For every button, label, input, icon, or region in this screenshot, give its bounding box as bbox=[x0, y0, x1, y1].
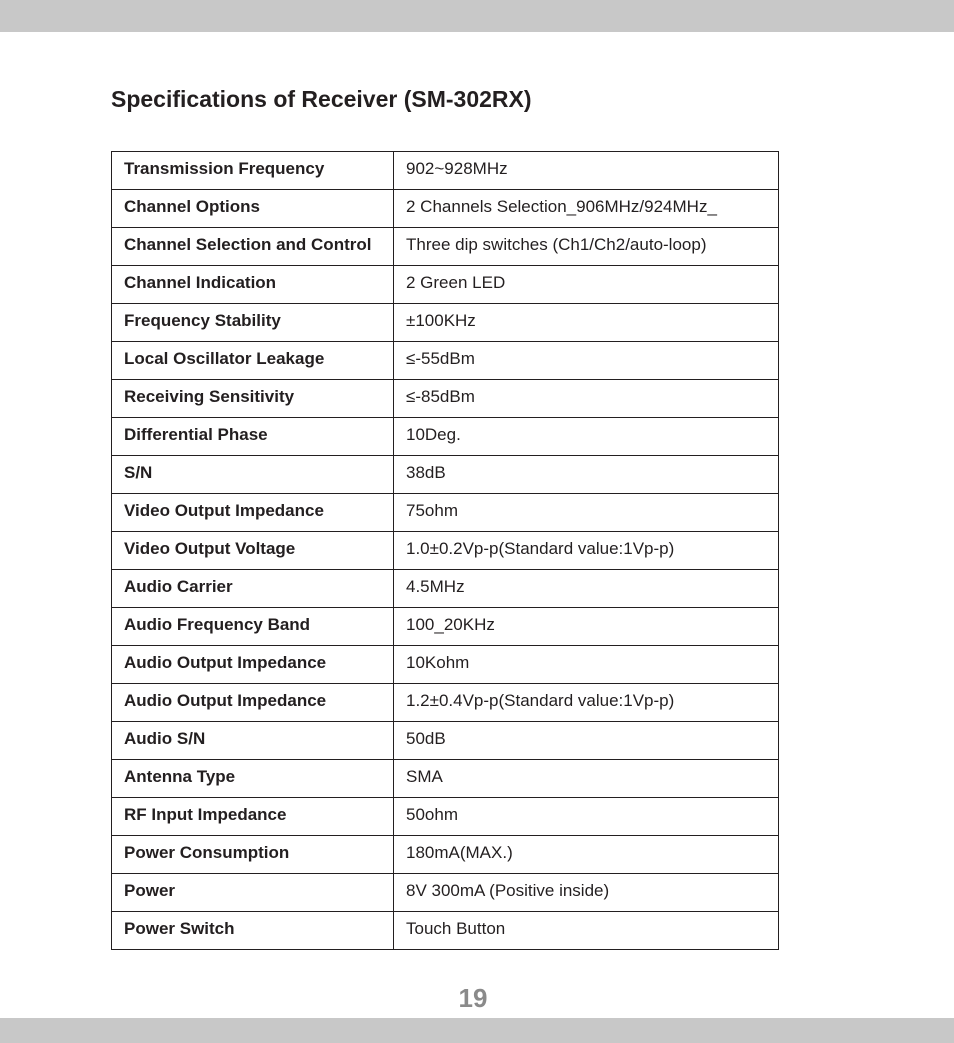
table-row bbox=[112, 228, 779, 266]
table-row bbox=[112, 646, 779, 684]
table-row bbox=[112, 874, 779, 912]
table-row bbox=[112, 342, 779, 380]
spec-value-cell: 902~928MHz bbox=[394, 152, 779, 190]
spec-parameter-cell: Frequency Stability bbox=[112, 304, 394, 342]
spec-parameter-cell: Audio Frequency Band bbox=[112, 608, 394, 646]
table-row bbox=[112, 570, 779, 608]
spec-value-cell: ≤-85dBm bbox=[394, 380, 779, 418]
spec-value-cell: 10Deg. bbox=[394, 418, 779, 456]
table-row bbox=[112, 304, 779, 342]
spec-parameter-cell: Antenna Type bbox=[112, 760, 394, 798]
table-row bbox=[112, 912, 779, 950]
table-row bbox=[112, 494, 779, 532]
spec-value-cell: 2 Channels Selection_906MHz/924MHz_ bbox=[394, 190, 779, 228]
table-row bbox=[112, 190, 779, 228]
table-row bbox=[112, 456, 779, 494]
spec-value-cell: ±100KHz bbox=[394, 304, 779, 342]
spec-parameter-cell: Channel Options bbox=[112, 190, 394, 228]
table-row bbox=[112, 760, 779, 798]
spec-parameter-cell: Receiving Sensitivity bbox=[112, 380, 394, 418]
table-row bbox=[112, 608, 779, 646]
page-title: Specifications of Receiver (SM-302RX) bbox=[111, 86, 532, 112]
spec-parameter-cell: Video Output Impedance bbox=[112, 494, 394, 532]
spec-value-cell: 8V 300mA (Positive inside) bbox=[394, 874, 779, 912]
spec-value-cell: 2 Green LED bbox=[394, 266, 779, 304]
spec-value-cell: 50dB bbox=[394, 722, 779, 760]
top-header-band bbox=[0, 0, 954, 32]
spec-value-cell: 75ohm bbox=[394, 494, 779, 532]
table-row bbox=[112, 266, 779, 304]
table-row bbox=[112, 532, 779, 570]
table-row bbox=[112, 722, 779, 760]
spec-parameter-cell: Power Consumption bbox=[112, 836, 394, 874]
spec-parameter-cell: Differential Phase bbox=[112, 418, 394, 456]
spec-parameter-cell: Transmission Frequency bbox=[112, 152, 394, 190]
spec-parameter-cell: Audio Output Impedance bbox=[112, 684, 394, 722]
spec-parameter-cell: Video Output Voltage bbox=[112, 532, 394, 570]
table-row bbox=[112, 152, 779, 190]
spec-value-cell: 180mA(MAX.) bbox=[394, 836, 779, 874]
spec-parameter-cell: Local Oscillator Leakage bbox=[112, 342, 394, 380]
spec-value-cell: ≤-55dBm bbox=[394, 342, 779, 380]
spec-parameter-cell: Audio Carrier bbox=[112, 570, 394, 608]
spec-parameter-cell: Power bbox=[112, 874, 394, 912]
table-row bbox=[112, 380, 779, 418]
spec-parameter-cell: Channel Selection and Control bbox=[112, 228, 394, 266]
spec-value-cell: 50ohm bbox=[394, 798, 779, 836]
spec-value-cell: Touch Button bbox=[394, 912, 779, 950]
table-row bbox=[112, 418, 779, 456]
table-row bbox=[112, 798, 779, 836]
spec-value-cell: 100_20KHz bbox=[394, 608, 779, 646]
specifications-table bbox=[111, 151, 779, 950]
spec-value-cell: Three dip switches (Ch1/Ch2/auto-loop) bbox=[394, 228, 779, 266]
bottom-footer-band bbox=[0, 1018, 954, 1043]
spec-parameter-cell: RF Input Impedance bbox=[112, 798, 394, 836]
specifications-table-body bbox=[112, 152, 779, 950]
spec-value-cell: SMA bbox=[394, 760, 779, 798]
spec-parameter-cell: S/N bbox=[112, 456, 394, 494]
spec-parameter-cell: Channel Indication bbox=[112, 266, 394, 304]
page-number: 19 bbox=[458, 983, 488, 1013]
spec-value-cell: 4.5MHz bbox=[394, 570, 779, 608]
table-row bbox=[112, 684, 779, 722]
table-row bbox=[112, 836, 779, 874]
spec-value-cell: 38dB bbox=[394, 456, 779, 494]
spec-value-cell: 1.2±0.4Vp-p(Standard value:1Vp-p) bbox=[394, 684, 779, 722]
spec-parameter-cell: Power Switch bbox=[112, 912, 394, 950]
spec-value-cell: 10Kohm bbox=[394, 646, 779, 684]
spec-parameter-cell: Audio S/N bbox=[112, 722, 394, 760]
spec-parameter-cell: Audio Output Impedance bbox=[112, 646, 394, 684]
spec-value-cell: 1.0±0.2Vp-p(Standard value:1Vp-p) bbox=[394, 532, 779, 570]
